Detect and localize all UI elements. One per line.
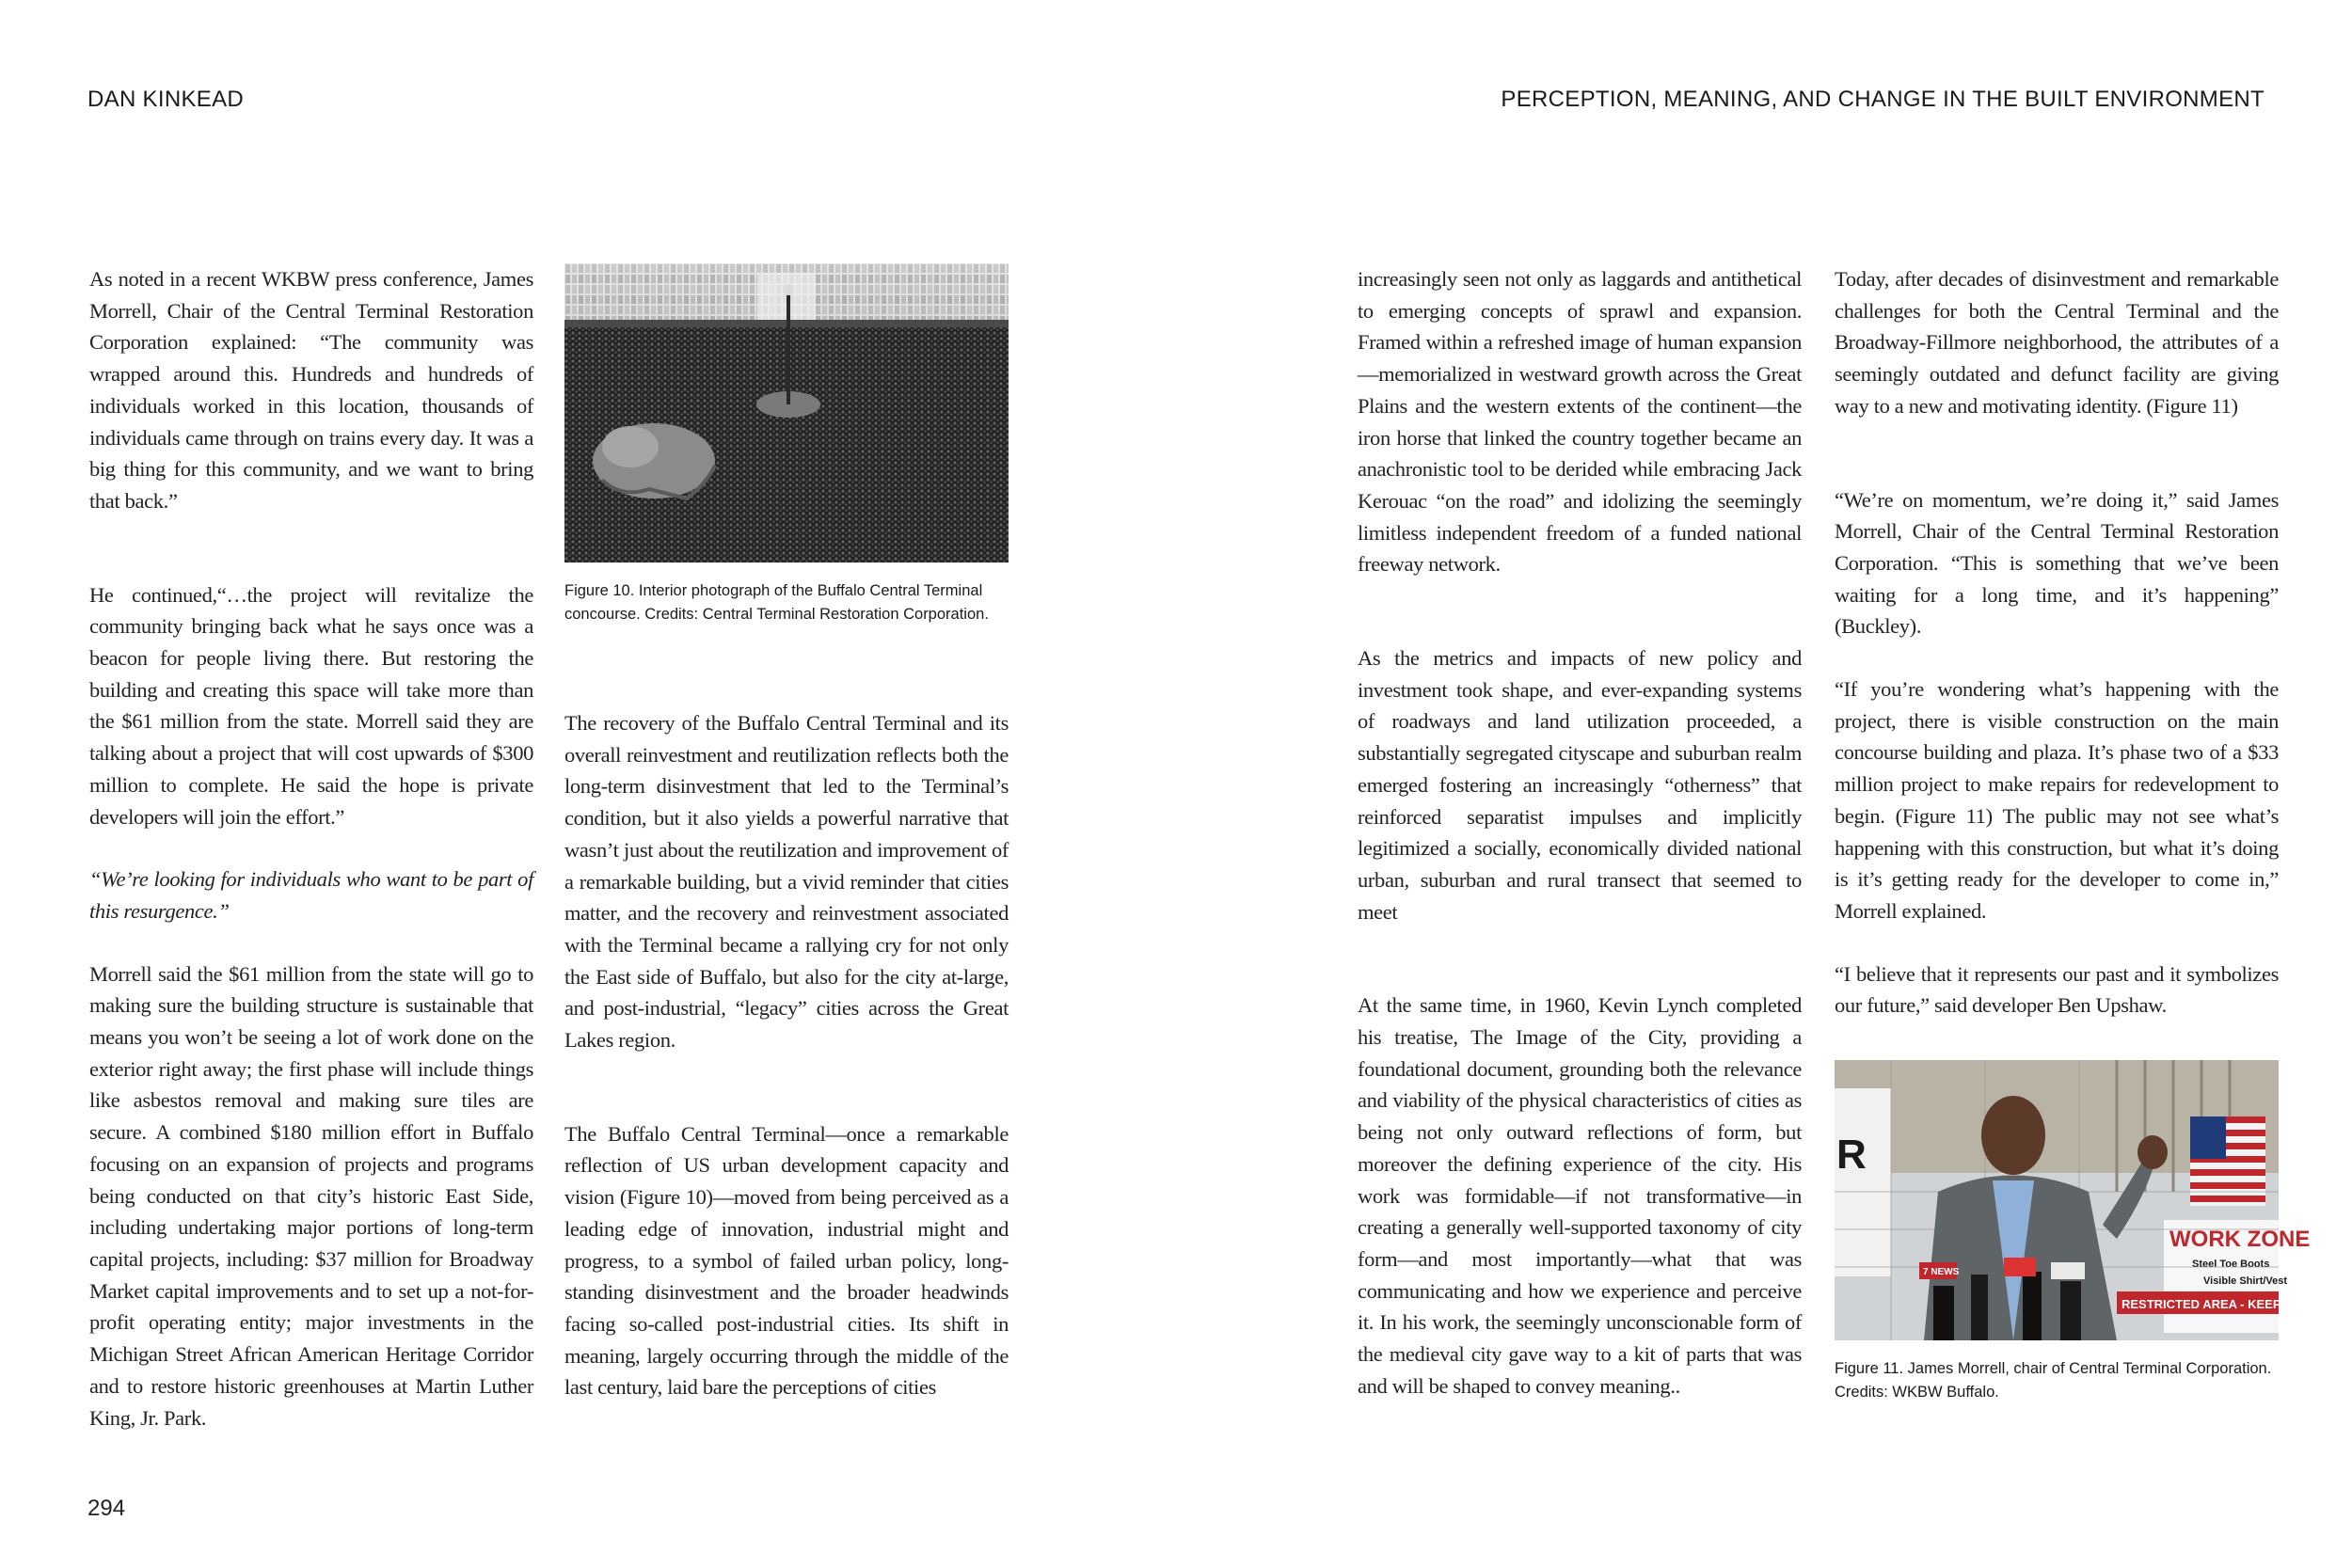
paragraph: The recovery of the Buffalo Central Terminal and its overall reinvestment and reutilization reflects both the long-term disinvestment that led to the Terminal’s condition, but it also yields a powerful narrative that wasn’t just about the reutilization and improvement of a remarkable building, but a vivid reminder that cities matter, and the recovery and reinvestment associated with the Terminal became a rallying cry for not only the East side of Buffalo, but also for the city at-large, and post-industrial, “legacy” cities across the Great Lakes region. — [564, 711, 1009, 1053]
banner-letter: R — [1836, 1132, 1867, 1178]
pull-quote: “We’re looking for individuals who want to be part of this resurgence.” — [89, 867, 533, 923]
sign-line-vest: Visible Shirt/Vest — [2203, 1275, 2288, 1287]
page-number: 294 — [87, 1496, 126, 1521]
paragraph: As noted in a recent WKBW press conference, James Morrell, Chair of the Central Terminal Restoration Corporation explained: “The community was wrapped around this. Hundreds and hundreds of individuals worked in this location, thousands of individuals came through on trains every day. It was a big thing for this community, and we want to bring that back.” — [89, 267, 533, 513]
running-head-title: PERCEPTION, MEANING, AND CHANGE IN THE BUILT ENVIRONMENT — [1501, 87, 2265, 112]
paragraph: At the same time, in 1960, Kevin Lynch completed his treatise, The Image of the City, providing a foundational document, grounding both the relevance and viability of the physical characteristics of cities as being not only outward reflections of form, but moreover the defining experience of the city. His work was formidable—if not transformative—in creating a generally well-supported taxonomy of city form—and most importantly—what that was communicating and how we experience and perceive it. In his work, the seemingly unconscionable form of the medieval city gave way to a kit of parts that was and will be shaped to convey meaning.. — [1358, 993, 1802, 1398]
text-column-1 — [89, 263, 533, 1433]
paragraph: “If you’re wondering what’s happening with the project, there is visible construction on the main concourse building and plaza. It’s phase two of a $33 million project to make repairs for redevelopment to begin. (Figure 11) The public may not see what’s happening with this construction, but what it’s doing is it’s getting ready for the developer to come in,” Morrell explained. — [1835, 677, 2279, 923]
terminal-concourse-photo — [564, 263, 1009, 562]
text-column-4 — [1835, 263, 2279, 1022]
paragraph: As the metrics and impacts of new policy and investment took shape, and ever-expanding systems of roadways and land utilization proceeded, a substantially segregated cityscape and suburban realm emerged fostering an increasingly “otherness” that reinforced separatist impulses and implicitly legitimized a socially, economically divided national urban, suburban and rural transect that seemed to meet — [1358, 646, 1802, 924]
figure-11 — [1835, 1060, 2311, 1404]
paragraph: “I believe that it represents our past and it symbolizes our future,” said developer Ben Upshaw. — [1835, 961, 2279, 1018]
paragraph: Morrell said the $61 million from the state will go to making sure the building structure is sustainable that means you won’t be seeing a lot of work done on the exterior right away; the first phase will include things like asbestos removal and making sure tiles are secure. A combined $180 million effort in Buffalo focusing on an expansion of projects and programs being conducted on that city’s historic East Side, including undertaking major portions of long-term capital projects, including: $37 million for Broadway Market capital improvements and to set up a not-for-profit operating entity; major investments in the Michigan Street African American Heritage Corridor and to restore historic greenhouses at Martin Luther King, Jr. Park. — [89, 961, 533, 1430]
text-column-3 — [1358, 263, 1802, 1402]
sign-line-boots: Steel Toe Boots — [2192, 1259, 2270, 1270]
figure-caption: Figure 10. Interior photograph of the Buffalo Central Terminal concourse. Credits: Central Terminal Restoration Corporation. — [564, 582, 989, 623]
paragraph: He continued,“…the project will revitalize the community bringing back what he says once was a beacon for people living there. But restoring the building and creating this space will take more than the $61 million from the state. Morrell said they are talking about a project that will cost upwards of $300 million to complete. He said the hope is private developers will join the effort.” — [89, 582, 533, 829]
paragraph: increasingly seen not only as laggards and antithetical to emerging concepts of sprawl and expansion. Framed within a refreshed image of human expansion—memorialized in westward growth across the Great Plains and the western extents of the continent—the iron horse that linked the country together became an anachronistic tool to be derided while embracing Jack Kerouac “on the road” and idolizing the seemingly limitless independent freedom of a funded national freeway network. — [1358, 267, 1802, 577]
figure-caption: Figure 11. James Morrell, chair of Central Terminal Corporation. Credits: WKBW Buffalo. — [1835, 1360, 2272, 1401]
paragraph: “We’re on momentum, we’re doing it,” said James Morrell, Chair of the Central Terminal Restoration Corporation. “This is something that we’ve been waiting for a long time, and it’s happening” (Buckley). — [1835, 487, 2279, 639]
text-column-2 — [564, 707, 1009, 1403]
mic-flag-label: 7 NEWS — [1923, 1267, 1960, 1277]
figure-10 — [564, 263, 1009, 626]
running-head-author: DAN KINKEAD — [87, 87, 245, 112]
sign-work-zone: WORK ZONE — [2169, 1227, 2311, 1252]
paragraph: Today, after decades of disinvestment and remarkable challenges for both the Central Terminal and the Broadway-Fillmore neighborhood, the attributes of a seemingly outdated and defunct facility are giving way to a new and motivating identity. (Figure 11) — [1835, 267, 2279, 418]
press-conference-photo — [1835, 1060, 2311, 1340]
sign-line-restricted: RESTRICTED AREA - KEEP OUT — [2122, 1297, 2311, 1311]
paragraph: The Buffalo Central Terminal—once a remarkable reflection of US urban development capacity and vision (Figure 10)—moved from being perceived as a leading edge of innovation, industrial might and progress, to a symbol of failed urban policy, long-standing disinvestment and the broader headwinds facing so-called post-industrial cities. Its shift in meaning, largely occurring through the middle of the last century, laid bare the perceptions of cities — [564, 1121, 1009, 1400]
